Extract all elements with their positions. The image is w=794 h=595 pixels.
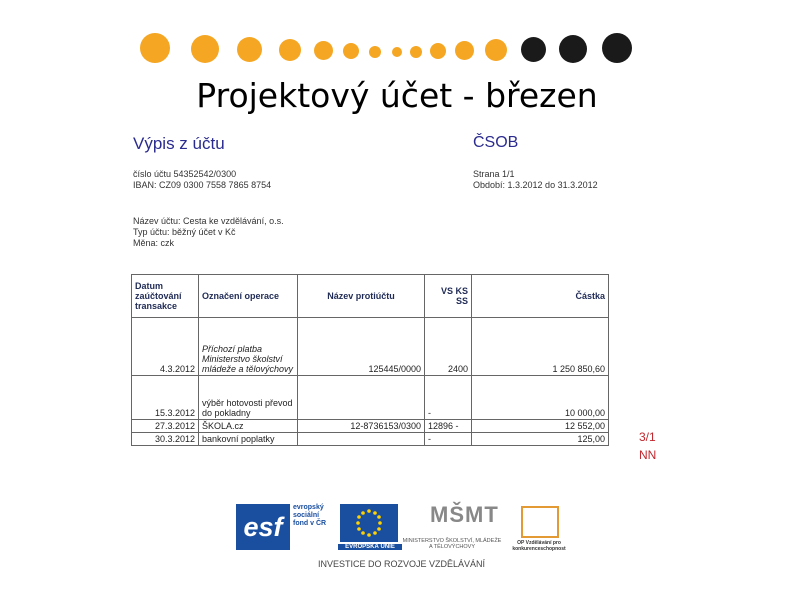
dot (410, 46, 422, 58)
dot (237, 37, 262, 62)
currency: Měna: czk (133, 238, 175, 248)
eu-flag-icon (340, 504, 398, 542)
dot (279, 39, 301, 61)
annotation-ref: 3/1 (639, 430, 656, 444)
dot (369, 46, 381, 58)
funding-logos (236, 500, 581, 575)
account-type: Typ účtu: běžný účet v Kč (133, 227, 236, 237)
op-logo-icon (521, 506, 559, 538)
msmt-logo: MŠMT (430, 502, 499, 527)
statement-heading: Výpis z účtu (133, 134, 225, 153)
page-number: Strana 1/1 (473, 169, 515, 179)
dot (314, 41, 333, 60)
transactions-table (131, 274, 609, 446)
dot (485, 39, 507, 61)
annotation-code: NN (639, 448, 657, 462)
slide-title: Projektový účet - březen (196, 76, 598, 115)
dot (602, 33, 632, 63)
dot (191, 35, 219, 63)
account-number: číslo účtu 54352542/0300 (133, 169, 237, 179)
col-symbols: VS KS SS (425, 275, 472, 318)
table-row: 27.3.2012 ŠKOLA.cz 12-8736153/0300 12896 - 12 552,00 (132, 420, 609, 433)
table-row: 30.3.2012 bankovní poplatky - 125,00 (132, 433, 609, 446)
dot (392, 47, 402, 57)
account-info (133, 169, 271, 191)
dot (343, 43, 359, 59)
period: Období: 1.3.2012 do 31.3.2012 (473, 180, 598, 190)
dot (430, 43, 446, 59)
iban: IBAN: CZ09 0300 7558 7865 8754 (133, 180, 272, 190)
col-counterparty: Název protiúčtu (298, 275, 425, 318)
dot (559, 35, 587, 63)
bank-name: ČSOB (473, 134, 519, 151)
statement-meta (473, 169, 598, 191)
account-details (133, 216, 284, 249)
dot (521, 37, 546, 62)
table-row: 4.3.2012 Příchozí platba Ministerstvo školství mládeže a tělovýchovy 125445/0000 2400 1 250 850,60 (132, 318, 609, 376)
dot (140, 33, 170, 63)
esf-text: evropský sociální fond v ČR (293, 504, 327, 527)
col-amount: Částka (472, 275, 609, 318)
msmt-caption: MINISTERSTVO ŠKOLSTVÍ, MLÁDEŽE A TĚLOVÝCHOVY (402, 538, 502, 550)
col-date: Datum zaúčtování transakce (132, 275, 199, 318)
dot (455, 41, 474, 60)
esf-logo: esf (236, 504, 290, 550)
col-operation: Označení operace (199, 275, 298, 318)
eu-caption: EVROPSKÁ UNIE (338, 544, 402, 550)
invest-line: INVESTICE DO ROZVOJE VZDĚLÁVÁNÍ (318, 559, 486, 569)
table-header (132, 275, 609, 318)
account-name: Název účtu: Cesta ke vzdělávání, o.s. (133, 216, 284, 226)
table-row: 15.3.2012 výběr hotovosti převod do pokladny - 10 000,00 (132, 376, 609, 420)
bank-statement (127, 124, 617, 466)
decorative-dot-row (0, 0, 794, 80)
op-caption: OP Vzdělávání pro konkurenceschopnost (512, 540, 566, 552)
